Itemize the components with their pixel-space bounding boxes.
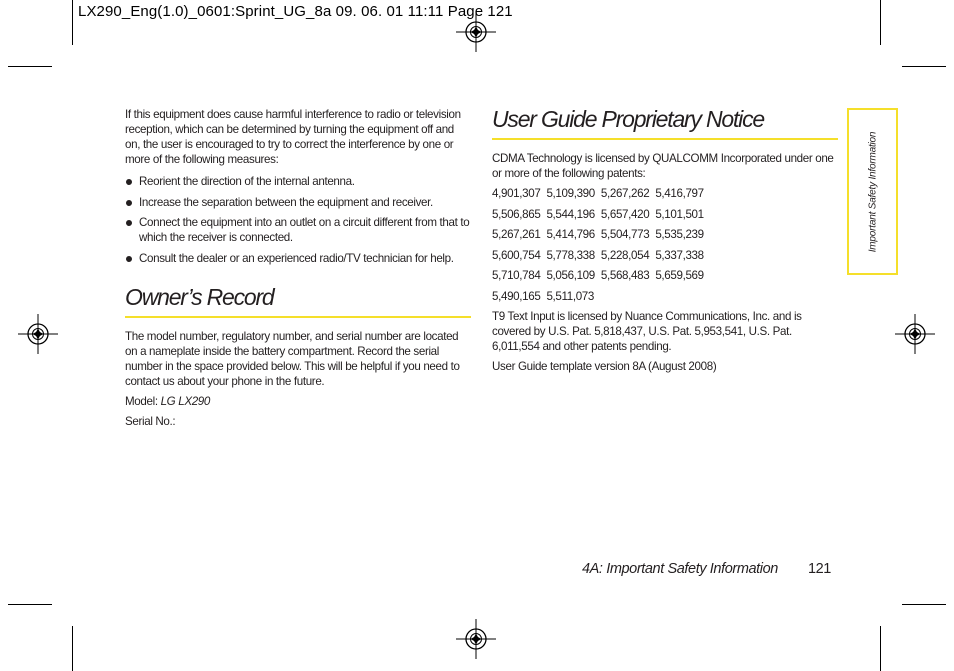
right-column bbox=[492, 105, 838, 374]
footer-section-title: 4A: Important Safety Information bbox=[582, 561, 778, 577]
model-line bbox=[125, 394, 471, 409]
crop-mark-top-right-vertical bbox=[880, 0, 881, 45]
patent-row: 5,600,754 5,778,338 5,228,054 5,337,338 bbox=[492, 248, 704, 262]
interference-measures-list bbox=[125, 174, 471, 266]
model-label: Model: bbox=[125, 394, 161, 408]
page-footer bbox=[582, 561, 831, 577]
registration-mark-icon bbox=[895, 314, 935, 354]
crop-mark-top-left-vertical bbox=[72, 0, 73, 45]
patent-row: 4,901,307 5,109,390 5,267,262 5,416,797 bbox=[492, 187, 704, 200]
proprietary-notice-heading: User Guide Proprietary Notice bbox=[492, 105, 838, 140]
patent-list bbox=[492, 186, 838, 304]
crop-mark-top-left-horizontal bbox=[8, 66, 52, 67]
bullet-dot-icon bbox=[126, 256, 132, 262]
bullet-dot-icon bbox=[126, 220, 132, 226]
list-item: Increase the separation between the equipment and receiver. bbox=[125, 195, 471, 210]
list-item: Consult the dealer or an experienced radio/TV technician for help. bbox=[125, 251, 471, 266]
t9-license-text: T9 Text Input is licensed by Nuance Communications, Inc. and is covered by U.S. Pat. 5,818,437, U.S. Pat. 5,953,541, U.S. Pat. 6,011,554 and other patents pending. bbox=[492, 310, 802, 353]
patent-row: 5,267,261 5,414,796 5,504,773 5,535,239 bbox=[492, 228, 704, 241]
patent-row: 5,490,165 5,511,073 bbox=[492, 289, 595, 303]
bullet-dot-icon bbox=[126, 200, 132, 206]
owners-record-body: The model number, regulatory number, and serial number are located on a nameplate inside the battery compartment. Record the serial number in the space provided below. This will be helpful if you need to contact us about your phone in the future. bbox=[125, 329, 460, 388]
crop-mark-bottom-right-vertical bbox=[880, 626, 881, 671]
crop-mark-bottom-left-horizontal bbox=[8, 604, 52, 605]
owners-record-heading: Owner’s Record bbox=[125, 283, 471, 318]
list-item: Connect the equipment into an outlet on a circuit different from that to which the receiver is connected. bbox=[125, 215, 471, 245]
patent-row: 5,506,865 5,544,196 5,657,420 5,101,501 bbox=[492, 207, 704, 221]
registration-mark-icon bbox=[456, 12, 496, 52]
model-value: LG LX290 bbox=[160, 394, 210, 408]
side-tab-label: Important Safety Information bbox=[867, 131, 878, 252]
registration-mark-icon bbox=[456, 619, 496, 659]
list-item: Reorient the direction of the internal antenna. bbox=[125, 174, 471, 189]
crop-mark-bottom-left-vertical bbox=[72, 626, 73, 671]
cdma-license-intro: CDMA Technology is licensed by QUALCOMM Incorporated under one or more of the following patents: bbox=[492, 152, 834, 180]
section-side-tab bbox=[847, 108, 898, 275]
patent-row: 5,710,784 5,056,109 5,568,483 5,659,569 bbox=[492, 269, 704, 282]
serial-number-label: Serial No.: bbox=[125, 414, 176, 428]
print-slug: LX290_Eng(1.0)_0601:Sprint_UG_8a 09. 06. 01 11:11 Page 121 bbox=[78, 3, 513, 20]
interference-intro: If this equipment does cause harmful interference to radio or television reception, which can be determined by turning the equipment off and on, the user is encouraged to try to correct the interference by one or more of the following measures: bbox=[125, 108, 461, 166]
crop-mark-bottom-right-horizontal bbox=[902, 604, 946, 605]
registration-mark-icon bbox=[18, 314, 58, 354]
page-number: 121 bbox=[807, 561, 831, 577]
template-version-text: User Guide template version 8A (August 2008) bbox=[492, 360, 717, 373]
left-column bbox=[125, 107, 471, 429]
crop-mark-top-right-horizontal bbox=[902, 66, 946, 67]
bullet-dot-icon bbox=[126, 179, 132, 185]
